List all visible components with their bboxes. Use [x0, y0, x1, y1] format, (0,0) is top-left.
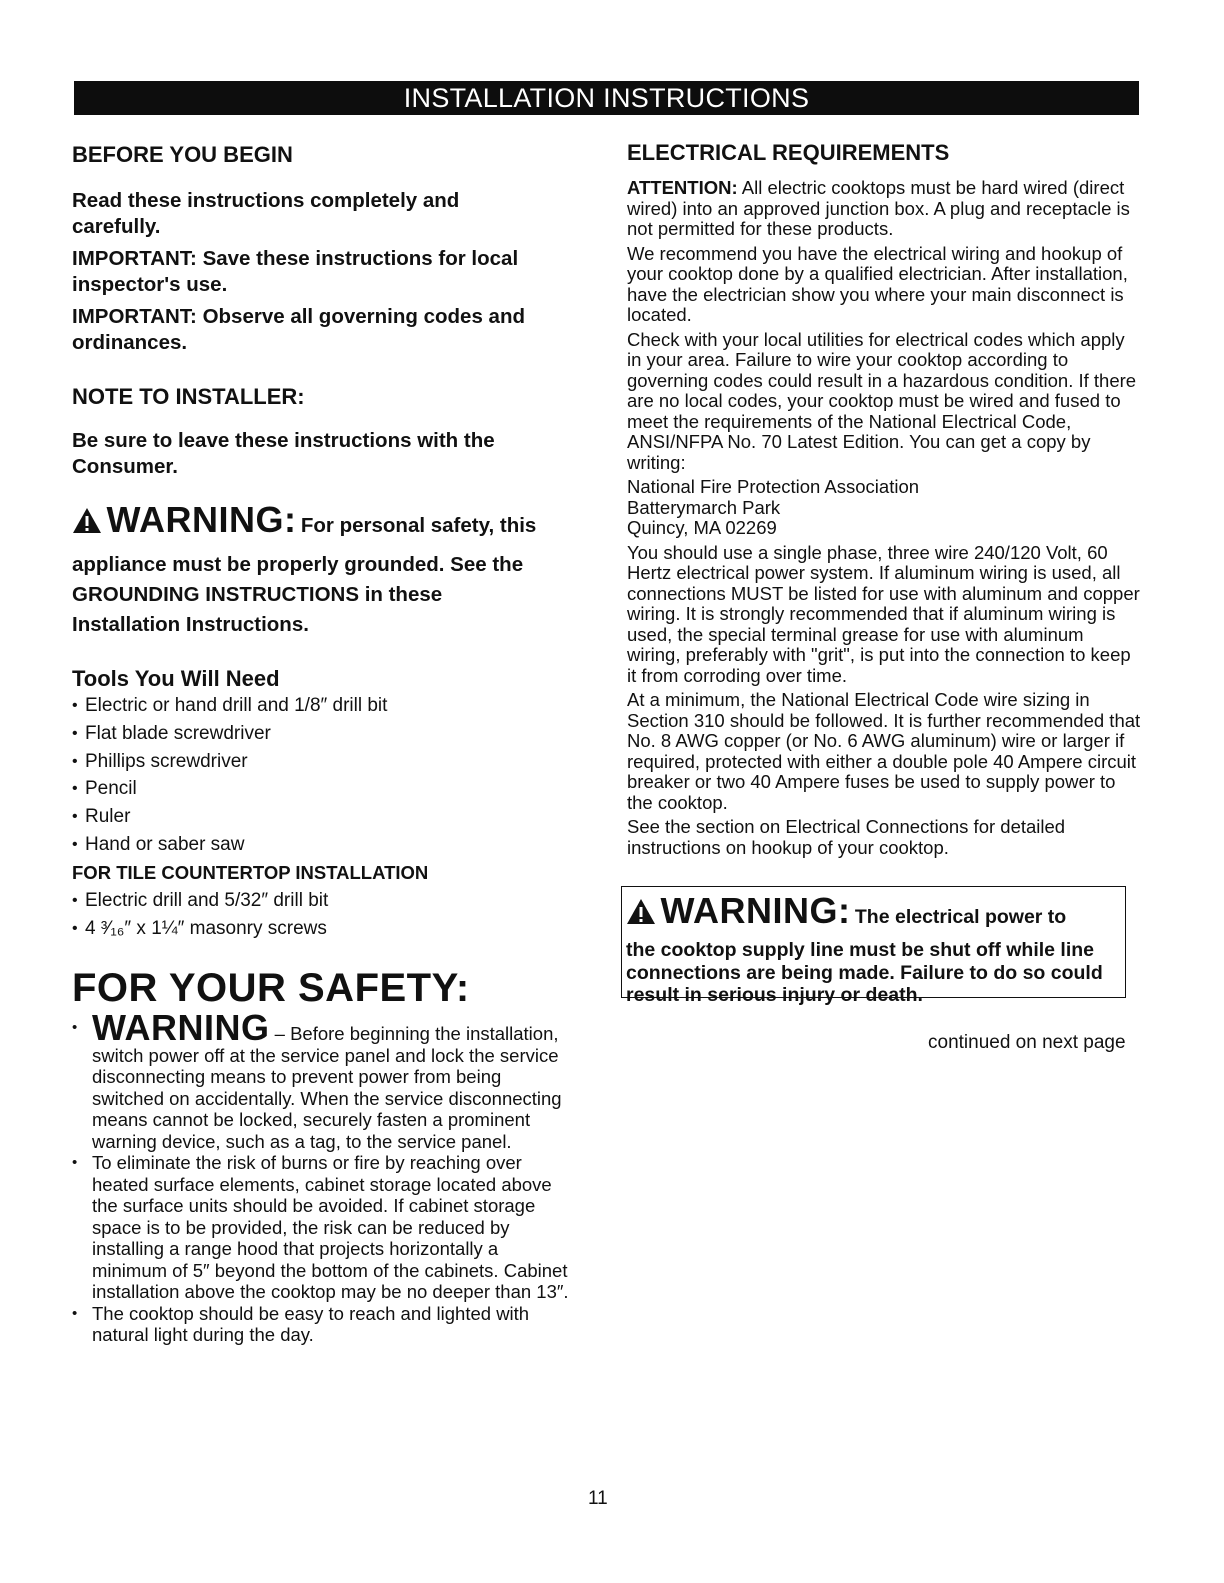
power-system-paragraph: You should use a single phase, three wire 240/120 Volt, 60 Hertz electrical power system. If aluminum wiring is used, all connections MUST be listed for use with aluminum and copper wiring. It is strongly recommended that if aluminum wiring is used, the special terminal grease for use with aluminum wiring, preferably with "grit", is put into the connection to keep it from corroding over time. — [627, 541, 1140, 686]
box-warning-text: the cooktop supply line must be shut off while line connections are being made. Failure to do so could result in serious injury or death. — [626, 939, 1103, 1006]
before-you-begin-heading: BEFORE YOU BEGIN — [72, 142, 293, 167]
box-warning-tail: The electrical power to — [854, 906, 1067, 928]
left-column — [72, 138, 592, 1346]
tile-tool-item: • Electric drill and 5/32″ drill bit — [72, 887, 592, 915]
right-column — [627, 138, 1142, 862]
address-line: National Fire Protection Association — [627, 476, 920, 497]
tool-item: • Electric or hand drill and 1/8″ drill bit — [72, 692, 592, 720]
attention-text: All electric cooktops must be hard wired (direct wired) into an approved junction box. A plug and receptacle is not permitted for these products. — [627, 177, 1130, 239]
note-to-installer-text: Be sure to leave these instructions with the Consumer. — [72, 429, 495, 478]
tool-item: • Pencil — [72, 775, 592, 803]
page-number: 11 — [588, 1488, 608, 1509]
electrician-paragraph: We recommend you have the electrical wiring and hookup of your cooktop done by a qualified electrician. After installation, have the electrician show you where your main disconnect is located. — [627, 242, 1128, 325]
page-banner: INSTALLATION INSTRUCTIONS — [74, 81, 1139, 115]
for-your-safety-heading: FOR YOUR SAFETY: — [72, 966, 470, 1011]
tool-item: • Ruler — [72, 803, 592, 831]
warning-word: WARNING: — [106, 499, 297, 540]
safety-item-text: – Before beginning the installation, switch power off at the service panel and lock the service disconnecting means to prevent power from being switched on accidentally. When the service disconnecting means cannot be locked, securely fasten a prominent warning device, such as a tag, to the service panel. — [92, 1023, 562, 1152]
safety-item-disconnect — [72, 1007, 572, 1152]
attention-paragraph — [627, 178, 1142, 240]
tile-tools-list — [72, 887, 592, 943]
warning-line-2: appliance must be properly grounded. See the — [72, 553, 524, 576]
warning-triangle-icon — [626, 897, 656, 925]
warning-triangle-icon — [72, 506, 102, 534]
tool-item: • Phillips screwdriver — [72, 748, 592, 776]
important-codes-note: IMPORTANT: Observe all governing codes and ordinances. — [72, 305, 525, 354]
local-codes-paragraph: Check with your local utilities for electrical codes which apply in your area. Failure to wire your cooktop according to governing codes could result in a hazardous condition. If there are no local codes, your cooktop must be wired and fused to meet the requirements of the National Electrical Code, ANSI/NFPA No. 70 Latest Edition. You can get a copy by writing: — [627, 328, 1137, 473]
tools-list — [72, 692, 592, 859]
continued-note: continued on next page — [928, 1032, 1126, 1053]
address-line: Batterymarch Park — [627, 496, 781, 518]
grounding-warning — [72, 498, 592, 640]
tool-item: • Hand or saber saw — [72, 831, 592, 859]
electrical-connections-paragraph: See the section on Electrical Connections for detailed instructions on hookup of your cooktop. — [627, 816, 1066, 858]
tile-tool-item: • 4 ³⁄₁₆″ x 1¼″ masonry screws — [72, 915, 592, 943]
safety-warning-word: WARNING — [92, 1007, 270, 1049]
box-warning-word: WARNING: — [660, 890, 851, 931]
tools-heading: Tools You Will Need — [72, 666, 280, 691]
safety-item-lighting: • The cooktop should be easy to reach and lighted with natural light during the day. — [72, 1303, 572, 1346]
tool-item: • Flat blade screwdriver — [72, 720, 592, 748]
address-line: Quincy, MA 02269 — [627, 517, 777, 538]
safety-item-cabinet: • To eliminate the risk of burns or fire by reaching over heated surface elements, cabinet storage located above the surface units should be avoided. If cabinet storage space is to be provided, the risk can be reduced by installing a range hood that projects horizontally a minimum of 5″ beyond the bottom of the cabinets. Cabinet installation above the cooktop may be no deeper than 13″. — [72, 1152, 572, 1303]
address-block — [627, 477, 1142, 539]
safety-list — [72, 1007, 572, 1346]
important-save-note: IMPORTANT: Save these instructions for local inspector's use. — [72, 247, 519, 296]
wire-sizing-paragraph: At a minimum, the National Electrical Code wire sizing in Section 310 should be followed. It is further recommended that No. 8 AWG copper (or No. 6 AWG aluminum) wire or larger if required, protected with either a double pole 40 Ampere circuit breaker or two 40 Ampere fuses be used to supply power to the cooktop. — [627, 689, 1141, 813]
warning-line-3: GROUNDING INSTRUCTIONS in these — [72, 583, 443, 606]
note-to-installer-heading: NOTE TO INSTALLER: — [72, 384, 305, 409]
read-instructions-note: Read these instructions completely and carefully. — [72, 189, 460, 238]
tile-countertop-heading: FOR TILE COUNTERTOP INSTALLATION — [72, 861, 429, 883]
warning-line-1: For personal safety, this — [300, 514, 537, 537]
power-warning-box — [621, 886, 1126, 1006]
electrical-requirements-heading: ELECTRICAL REQUIREMENTS — [627, 140, 950, 165]
warning-line-4: Installation Instructions. — [72, 613, 309, 636]
attention-label: ATTENTION: — [627, 177, 738, 198]
